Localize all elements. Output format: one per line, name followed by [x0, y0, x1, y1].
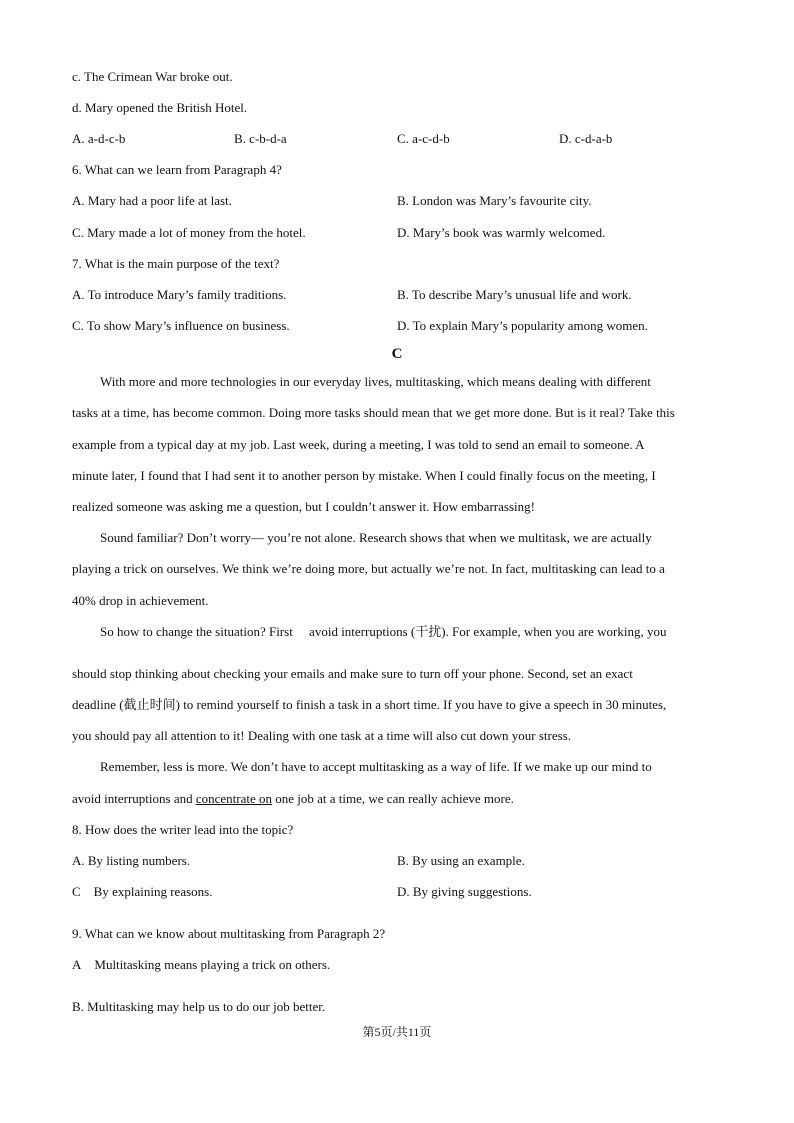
passage-line: you should pay all attention to it! Dealing with one task at a time will also cut down your stress. [72, 728, 571, 743]
q5-option-b: B. c-b-d-a [234, 131, 287, 146]
q8-stem: 8. How does the writer lead into the topic? [72, 822, 294, 837]
passage-text: one job at a time, we can really achieve more. [272, 791, 514, 806]
passage-text: avoid interruptions and [72, 791, 196, 806]
q6-option-b: B. London was Mary’s favourite city. [397, 193, 592, 208]
q9-stem: 9. What can we know about multitasking from Paragraph 2? [72, 926, 386, 941]
passage-line: Sound familiar? Don’t worry— you’re not alone. Research shows that when we multitask, we are actually [100, 530, 652, 545]
q6-option-c: C. Mary made a lot of money from the hotel. [72, 225, 306, 240]
q5-item-d: d. Mary opened the British Hotel. [72, 100, 248, 115]
passage-line: deadline (截止时间) to remind yourself to finish a task in a short time. If you have to give a speech in 30 minutes, [72, 697, 667, 712]
q9-option-a: A Multitasking means playing a trick on others. [72, 957, 331, 972]
q6-option-d: D. Mary’s book was warmly welcomed. [397, 225, 606, 240]
passage-line: playing a trick on ourselves. We think we’re doing more, but actually we’re not. In fact, multitasking can lead to a [72, 561, 665, 576]
underlined-phrase: concentrate on [195, 791, 272, 806]
q5-option-a: A. a-d-c-b [72, 131, 126, 146]
passage-line [72, 791, 514, 807]
passage-line: minute later, I found that I had sent it to another person by mistake. When I could finally focus on the meeting, I [72, 468, 656, 483]
section-heading-c: C [391, 346, 403, 362]
q7-option-c: C. To show Mary’s influence on business. [72, 318, 290, 333]
passage-line: With more and more technologies in our everyday lives, multitasking, which means dealing with different [100, 374, 651, 389]
q8-option-b: B. By using an example. [397, 853, 525, 868]
page-number: 第5页/共11页 [362, 1025, 432, 1039]
q6-option-a: A. Mary had a poor life at last. [72, 193, 232, 208]
q8-option-c: C By explaining reasons. [72, 884, 213, 899]
q6-stem: 6. What can we learn from Paragraph 4? [72, 162, 282, 177]
passage-line: tasks at a time, has become common. Doing more tasks should mean that we get more done. But is it real? Take this [72, 405, 675, 420]
q7-stem: 7. What is the main purpose of the text? [72, 256, 280, 271]
passage-line: So how to change the situation? First avoid interruptions (干扰). For example, when you are working, you [100, 624, 667, 639]
q5-option-c: C. a-c-d-b [397, 131, 450, 146]
q5-item-c: c. The Crimean War broke out. [72, 69, 233, 84]
passage-line: Remember, less is more. We don’t have to accept multitasking as a way of life. If we make up our mind to [100, 759, 652, 774]
q8-option-d: D. By giving suggestions. [397, 884, 532, 899]
q5-option-d: D. c-d-a-b [559, 131, 613, 146]
passage-line: example from a typical day at my job. Last week, during a meeting, I was told to send an email to someone. A [72, 437, 645, 452]
q7-option-b: B. To describe Mary’s unusual life and work. [397, 287, 632, 302]
passage-line: 40% drop in achievement. [72, 593, 209, 608]
q9-option-b: B. Multitasking may help us to do our job better. [72, 999, 326, 1014]
passage-line: should stop thinking about checking your emails and make sure to turn off your phone. Second, set an exact [72, 666, 633, 681]
q7-option-d: D. To explain Mary’s popularity among women. [397, 318, 648, 333]
q7-option-a: A. To introduce Mary’s family traditions. [72, 287, 287, 302]
q8-option-a: A. By listing numbers. [72, 853, 191, 868]
passage-line: realized someone was asking me a question, but I couldn’t answer it. How embarrassing! [72, 499, 535, 514]
